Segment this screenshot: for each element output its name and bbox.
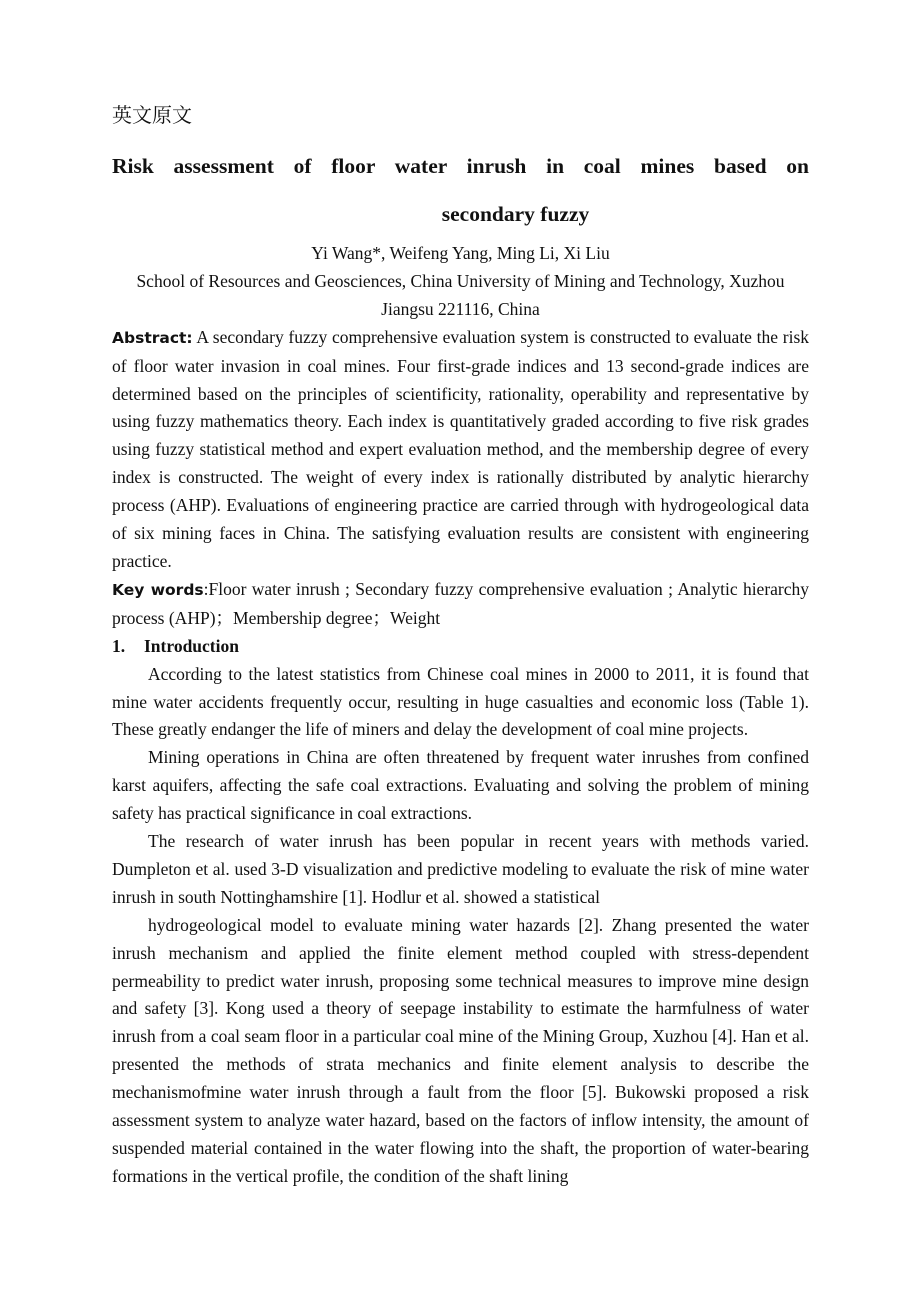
keywords-label: Key words bbox=[112, 580, 204, 599]
affiliation-line-2: Jiangsu 221116, China bbox=[381, 298, 540, 319]
paper-title-line-1: Risk assessment of floor water inrush in coal mines based on bbox=[112, 154, 809, 178]
author-list: Yi Wang*, Weifeng Yang, Ming Li, Xi Liu bbox=[311, 243, 610, 263]
keywords bbox=[112, 576, 809, 633]
paragraph-4: hydrogeological model to evaluate mining water hazards [2]. Zhang presented the water inrush mechanism and applied the finite element method coupled with stress-dependent permeability to predict water inrush, proposing some technical measures to improve mine design and safety [3]. Kong used a theory of seepage instability to estimate the harmfulness of water inrush from a coal seam floor in a particular coal mine of the Mining Group, Xuzhou [4]. Han et al. presented the methods of strata mechanics and finite element analysis to describe the mechanismofmine water inrush through a fault from the floor [5]. Bukowski proposed a risk assessment system to analyze water hazard, based on the factors of inflow intensity, the amount of suspended material contained in the water flowing into the shaft, the proportion of water-bearing formations in the vertical profile, the condition of the shaft lining bbox=[112, 914, 809, 1186]
abstract bbox=[112, 324, 809, 576]
chinese-heading: 英文原文 bbox=[112, 103, 192, 127]
paper-page bbox=[112, 100, 809, 1191]
paper-title-line-2: secondary fuzzy bbox=[441, 202, 590, 226]
affiliation-line-1: School of Resources and Geosciences, China University of Mining and Technology, Xuzhou bbox=[136, 270, 785, 291]
abstract-label: Abstract: bbox=[112, 328, 193, 347]
keywords-text: :Floor water inrush ; Secondary fuzzy comprehensive evaluation ; Analytic hierarchy process (AHP)；Membership degree；Weight bbox=[112, 578, 810, 628]
section-title: Introduction bbox=[144, 635, 239, 656]
abstract-text: A secondary fuzzy comprehensive evaluation system is constructed to evaluate the risk of floor water invasion in coal mines. Four first-grade indices and 13 second-grade indices are determined based on the principles of scientificity, rationality, operability and representative by using fuzzy mathematics theory. Each index is quantitatively graded according to five risk grades using fuzzy statistical method and expert evaluation method, and the membership degree of every index is constructed. The weight of every index is rationally distributed by analytic hierarchy process (AHP). Evaluations of engineering practice are carried through with hydrogeological data of six mining faces in China. The satisfying evaluation results are consistent with engineering practice. bbox=[112, 326, 809, 571]
section-heading bbox=[112, 633, 809, 661]
paper-title bbox=[112, 142, 809, 238]
paragraph-3: The research of water inrush has been popular in recent years with methods varied. Dumpleton et al. used 3-D visualization and predictive modeling to evaluate the risk of mine water inrush in south Nottinghamshire [1]. Hodlur et al. showed a statistical bbox=[112, 831, 809, 907]
section-number: 1. bbox=[112, 635, 126, 656]
paragraph-2: Mining operations in China are often threatened by frequent water inrushes from confined karst aquifers, affecting the safe coal extractions. Evaluating and solving the problem of mining safety has practical significance in coal extractions. bbox=[112, 747, 809, 824]
paragraph-1: According to the latest statistics from Chinese coal mines in 2000 to 2011, it is found that mine water accidents frequently occur, resulting in huge casualties and economic loss (Table 1). These greatly endanger the life of miners and delay the development of coal mine projects. bbox=[112, 663, 809, 740]
